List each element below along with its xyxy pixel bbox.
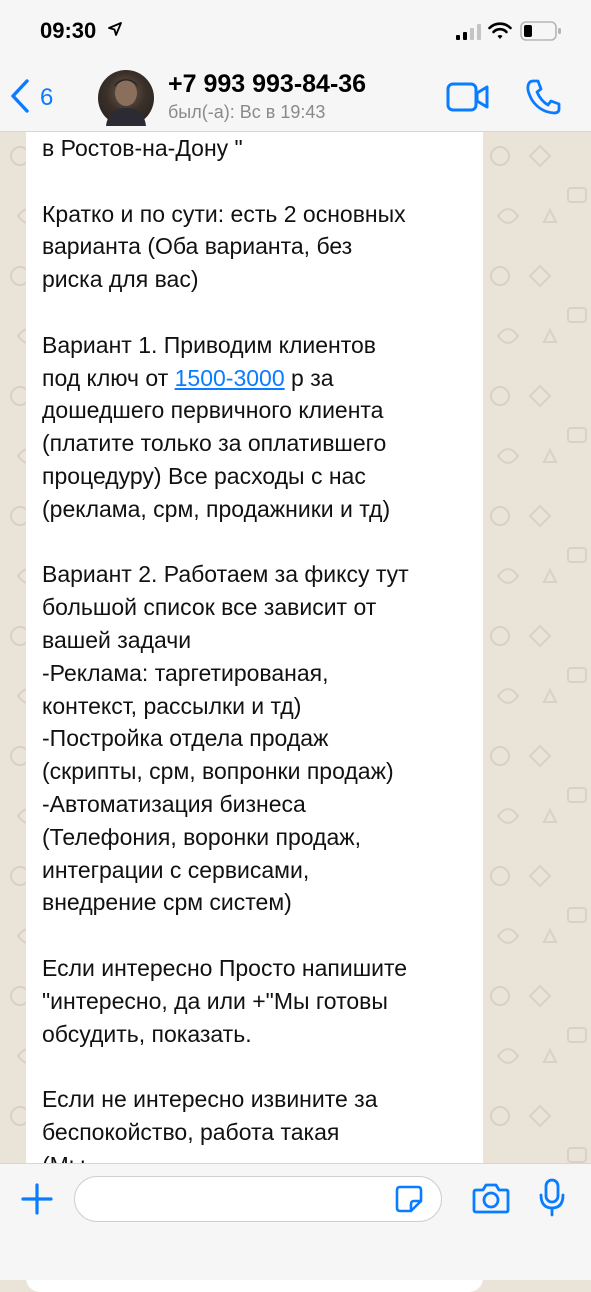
message-line [42, 263, 472, 296]
message-text-segment: большой список все зависит от [42, 594, 377, 621]
location-arrow-icon [108, 22, 122, 41]
message-line [42, 657, 472, 690]
message-text-segment: вашей задачи [42, 626, 192, 653]
message-line [42, 1116, 472, 1149]
message-text-segment: Вариант 1. Приводим клиентов [42, 331, 377, 358]
message-input-bar [0, 1163, 591, 1280]
price-link[interactable]: 1500-3000 [174, 364, 285, 391]
video-camera-icon[interactable] [446, 82, 490, 117]
phone-icon[interactable] [525, 78, 561, 121]
message-line [42, 886, 472, 919]
message-text-segment: р за [284, 364, 334, 391]
message-line [42, 296, 472, 329]
status-time: 09:30 [40, 18, 97, 43]
message-text [42, 132, 472, 1182]
message-line [42, 427, 472, 460]
message-text-segment: процедуру) Все расходы с нас [42, 462, 366, 489]
message-text-segment: в Ростов-на-Дону " [42, 135, 243, 161]
message-text-segment: интеграции с сервисами, [42, 856, 310, 883]
message-line [42, 526, 472, 559]
last-seen-status: был(-а): Вс в 19:43 [168, 102, 326, 122]
message-text-segment: риска для вас) [42, 266, 199, 293]
message-text-segment: "интересно, да или +"Мы готовы [42, 987, 388, 1014]
message-line [42, 624, 472, 657]
microphone-icon[interactable] [539, 1178, 565, 1223]
message-line [42, 591, 472, 624]
chevron-left-icon [10, 79, 30, 118]
message-line [42, 755, 472, 788]
battery-icon [520, 21, 562, 46]
message-input[interactable] [74, 1176, 442, 1222]
message-text-segment: -Реклама: таргетированая, [42, 659, 329, 686]
message-text-segment: Если не интересно извините за [42, 1086, 378, 1113]
message-line [42, 198, 472, 231]
message-line [42, 329, 472, 362]
message-line [42, 394, 472, 427]
message-line [42, 854, 472, 887]
chat-header [0, 64, 591, 132]
message-line [42, 985, 472, 1018]
unread-count: 6 [40, 84, 54, 111]
message-text-segment: Вариант 2. Работаем за фиксу тут [42, 561, 409, 588]
message-line [42, 362, 472, 395]
message-text-segment: (платите только за оплатившего [42, 430, 387, 457]
message-line [42, 460, 472, 493]
message-line [42, 788, 472, 821]
wifi-icon [488, 22, 512, 45]
message-text-segment: под ключ от [42, 364, 175, 391]
message-line [42, 952, 472, 985]
message-text-segment: дошедшего первичного клиента [42, 397, 384, 424]
chat-area[interactable] [0, 132, 591, 1163]
message-line [42, 1018, 472, 1051]
message-text-segment: варианта (Оба варианта, без [42, 233, 353, 260]
plus-icon[interactable] [20, 1182, 54, 1221]
contact-name[interactable]: +7 993 993-84-36 [168, 70, 367, 98]
message-text-segment: контекст, рассылки и тд) [42, 692, 302, 719]
message-line [42, 690, 472, 723]
message-text-segment: беспокойство, работа такая [42, 1118, 340, 1145]
message-line [42, 230, 472, 263]
message-text-segment: обсудить, показать. [42, 1020, 252, 1047]
message-line [42, 493, 472, 526]
message-text-segment: (скрипты, срм, вопронки продаж) [42, 758, 394, 785]
message-text-segment: внедрение срм систем) [42, 889, 292, 916]
message-line [42, 165, 472, 198]
contact-avatar[interactable] [98, 70, 154, 126]
status-bar [0, 0, 591, 64]
message-text-segment: (реклама, срм, продажники и тд) [42, 495, 391, 522]
message-text-segment: (Телефония, воронки продаж, [42, 823, 362, 850]
message-line [42, 919, 472, 952]
message-text-segment: Если интересно Просто напишите [42, 954, 408, 981]
message-line [42, 1083, 472, 1116]
message-line [42, 821, 472, 854]
cellular-signal-icon [456, 24, 482, 45]
sticker-icon[interactable] [394, 1184, 424, 1219]
message-line [42, 558, 472, 591]
message-text-segment: -Автоматизация бизнеса [42, 790, 306, 817]
message-line [42, 1050, 472, 1083]
message-line [42, 132, 472, 165]
back-button[interactable] [10, 78, 53, 118]
message-text-segment: -Постройка отдела продаж [42, 725, 329, 752]
camera-icon[interactable] [472, 1182, 510, 1219]
message-text-segment: Кратко и по сути: есть 2 основных [42, 200, 406, 227]
message-line [42, 722, 472, 755]
